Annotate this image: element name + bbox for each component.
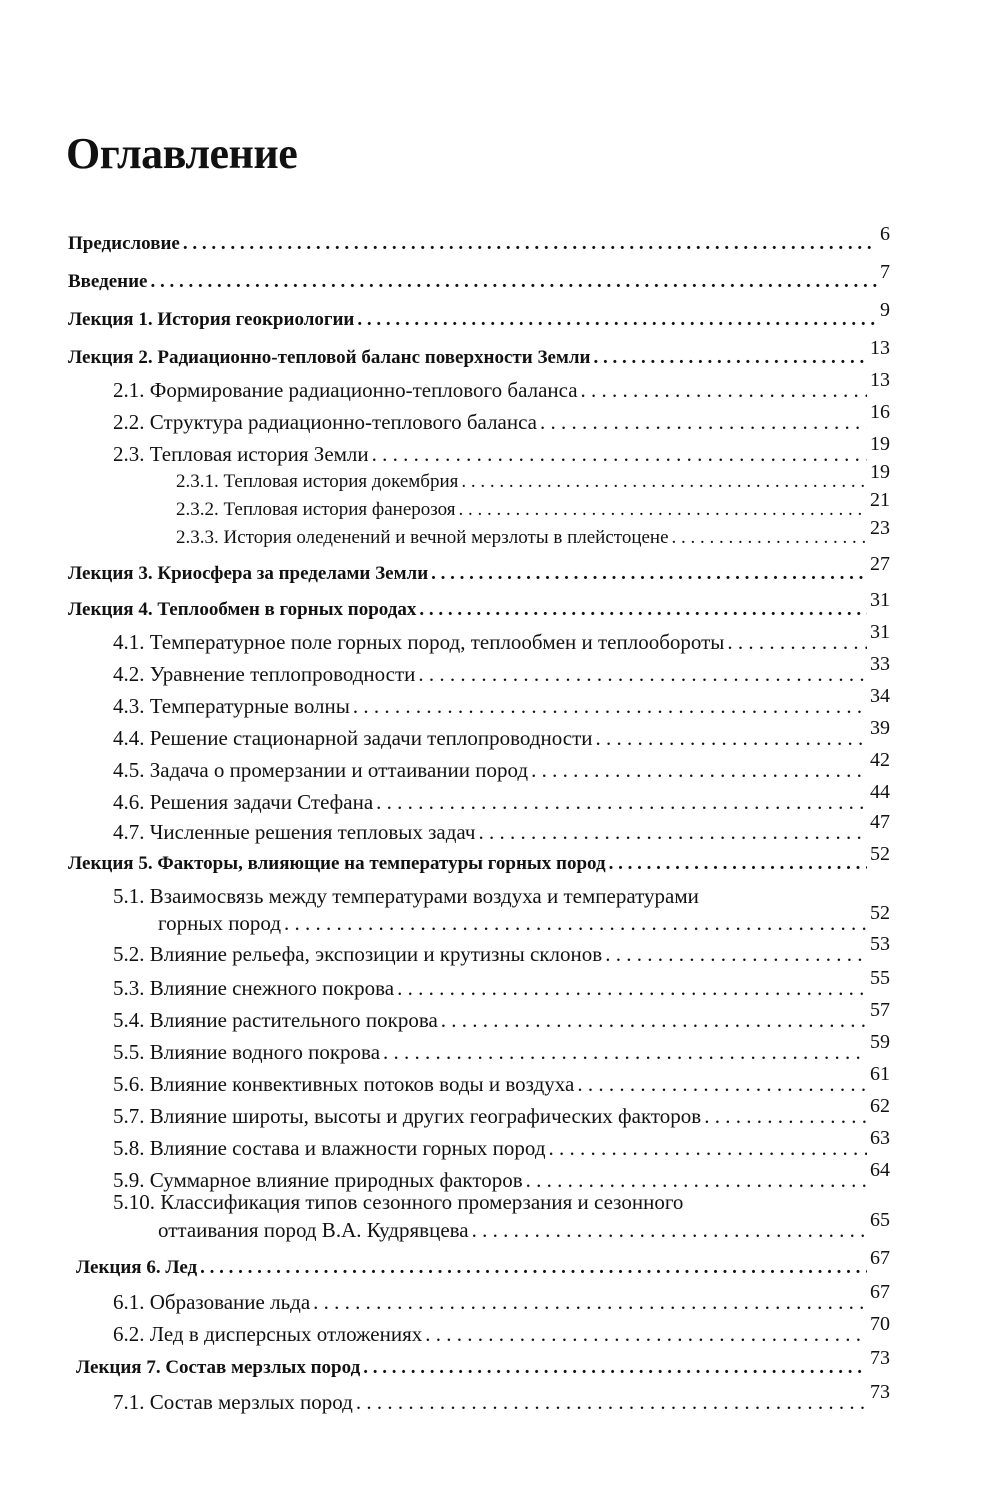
- toc-entry-page: 61: [870, 1063, 890, 1085]
- toc-entry[interactable]: [176, 517, 890, 550]
- toc-entry-page: 19: [870, 461, 890, 483]
- toc-entry-title: 2.2. Структура радиационно-теплового баланса: [113, 410, 537, 434]
- toc-entry[interactable]: [113, 1063, 890, 1096]
- toc-entry[interactable]: [68, 299, 890, 332]
- toc-entry[interactable]: [68, 589, 890, 622]
- toc-entry-page: 7: [880, 261, 890, 283]
- dot-leader: [419, 598, 867, 622]
- toc-entry-page: 27: [870, 553, 890, 575]
- toc-entry-title: Лекция 5. Факторы, влияющие на температуры горных пород: [68, 853, 606, 874]
- toc-entry-page: 57: [870, 999, 890, 1021]
- toc-entry-title: 2.3.2. Тепловая история фанерозоя: [176, 499, 456, 520]
- toc-entry-title: Лекция 7. Состав мерзлых пород: [76, 1357, 361, 1378]
- toc-entry-title: 2.3.1. Тепловая история докембрия: [176, 471, 459, 492]
- toc-entry-page: 9: [880, 299, 890, 321]
- toc-entry[interactable]: [113, 781, 890, 814]
- toc-entry-page: 6: [880, 223, 890, 245]
- toc-entry-page: 47: [870, 811, 890, 833]
- toc-entry-title: Лекция 3. Криосфера за пределами Земли: [68, 563, 429, 584]
- toc-entry[interactable]: [68, 337, 890, 370]
- toc-entry[interactable]: [113, 1313, 890, 1346]
- toc-entry-page: 63: [870, 1127, 890, 1149]
- toc-entry-page: 62: [870, 1095, 890, 1117]
- dot-leader: [151, 270, 878, 294]
- toc-entry[interactable]: [113, 967, 890, 1000]
- toc-entry-title-continued: горных пород: [158, 911, 282, 935]
- toc-entry-title: 4.5. Задача о промерзании и оттаивании пород: [113, 758, 529, 782]
- toc-entry[interactable]: [113, 401, 890, 434]
- toc-entry-page: 73: [870, 1347, 890, 1369]
- toc-entry[interactable]: [113, 999, 890, 1032]
- toc-entry[interactable]: [68, 261, 890, 294]
- toc-entry-title-continued: оттаивания пород В.А. Кудрявцева: [158, 1218, 469, 1242]
- toc-entry-page: 67: [870, 1247, 890, 1269]
- toc-entry-title: Лекция 6. Лед: [76, 1257, 198, 1278]
- toc-entry-title: 5.2. Влияние рельефа, экспозиции и крутизны склонов: [113, 942, 603, 966]
- toc-entry-page: 33: [870, 653, 890, 675]
- toc-entry-page: 13: [870, 369, 890, 391]
- toc-entry-page: 65: [870, 1209, 890, 1231]
- dot-leader: [672, 526, 867, 550]
- dot-leader: [593, 346, 867, 370]
- toc-entry-page: 34: [870, 685, 890, 707]
- toc-entry[interactable]: [113, 1281, 890, 1314]
- toc-entry[interactable]: [68, 223, 890, 256]
- toc-entry-title: 5.6. Влияние конвективных потоков воды и воздуха: [113, 1072, 575, 1096]
- toc-entry[interactable]: [68, 843, 890, 876]
- dot-leader: [581, 378, 867, 402]
- toc-entry-title: 7.1. Состав мерзлых пород: [113, 1390, 353, 1414]
- toc-entry-title: Лекция 4. Теплообмен в горных породах: [68, 599, 417, 620]
- dot-leader: [605, 942, 867, 966]
- toc-entry-title: 2.1. Формирование радиационно-теплового баланса: [113, 378, 578, 402]
- toc-entry-page: 55: [870, 967, 890, 989]
- toc-entry[interactable]: [113, 653, 890, 686]
- dot-leader: [357, 308, 877, 332]
- dot-leader: [531, 758, 867, 782]
- dot-leader: [418, 662, 867, 686]
- toc-entry-title: Введение: [68, 271, 148, 292]
- toc-entry-title: 4.2. Уравнение теплопроводности: [113, 662, 416, 686]
- toc-entry-title: 5.9. Суммарное влияние природных факторов: [113, 1168, 523, 1192]
- toc-entry[interactable]: [113, 1127, 890, 1160]
- toc-entry-title: 6.1. Образование льда: [113, 1290, 311, 1314]
- toc-entry-page: 13: [870, 337, 890, 359]
- dot-leader: [478, 820, 867, 844]
- toc-entry[interactable]: [113, 882, 890, 936]
- toc-entry-page: 19: [870, 433, 890, 455]
- toc-entry-page: 67: [870, 1281, 890, 1303]
- toc-entry-page: 44: [870, 781, 890, 803]
- dot-leader: [383, 1040, 867, 1064]
- toc-entry-page: 16: [870, 401, 890, 423]
- toc-entry-page: 31: [870, 621, 890, 643]
- toc-entry[interactable]: [113, 369, 890, 402]
- toc-entry-title: 4.1. Температурное поле горных пород, теплообмен и теплообороты: [113, 630, 725, 654]
- dot-leader: [441, 1008, 867, 1032]
- toc-entry[interactable]: [176, 489, 890, 522]
- toc-entry-title: 4.7. Численные решения тепловых задач: [113, 820, 476, 844]
- dot-leader: [540, 410, 867, 434]
- toc-entry-page: 23: [870, 517, 890, 539]
- toc-entry[interactable]: [113, 811, 890, 844]
- toc-entry-title: 4.4. Решение стационарной задачи теплопроводности: [113, 726, 593, 750]
- dot-leader: [461, 470, 867, 494]
- dot-leader: [425, 1322, 867, 1346]
- toc-entry-page: 53: [870, 933, 890, 955]
- toc-entry-title: Лекция 1. История геокриологии: [68, 309, 355, 330]
- toc-entry-title: 5.5. Влияние водного покрова: [113, 1040, 381, 1064]
- toc-entry-title: Предисловие: [68, 233, 180, 254]
- dot-leader: [549, 1136, 868, 1160]
- toc-entry-title: 2.3. Тепловая история Земли: [113, 442, 369, 466]
- dot-leader: [356, 1390, 867, 1414]
- toc-entry-page: 64: [870, 1159, 890, 1181]
- toc-entry[interactable]: [113, 1031, 890, 1064]
- toc-entry-page: 70: [870, 1313, 890, 1335]
- dot-leader: [200, 1256, 867, 1280]
- dot-leader: [431, 562, 867, 586]
- dot-leader: [372, 442, 867, 466]
- toc-entry-title: 4.6. Решения задачи Стефана: [113, 790, 374, 814]
- dot-leader: [376, 790, 867, 814]
- toc-entry[interactable]: [76, 1347, 890, 1380]
- toc-entry-title: 5.1. Взаимосвязь между температурами воздуха и температурами: [113, 884, 699, 908]
- toc-entry-title: 5.8. Влияние состава и влажности горных пород: [113, 1136, 546, 1160]
- dot-leader: [353, 694, 867, 718]
- toc-entry[interactable]: [176, 461, 890, 494]
- toc-entry-title: 5.7. Влияние широты, высоты и других географических факторов: [113, 1104, 702, 1128]
- dot-leader: [284, 910, 867, 936]
- toc-entry-title: 5.3. Влияние снежного покрова: [113, 976, 395, 1000]
- toc-entry-page: 31: [870, 589, 890, 611]
- dot-leader: [313, 1290, 867, 1314]
- dot-leader: [577, 1072, 867, 1096]
- dot-leader: [397, 976, 867, 1000]
- dot-leader: [183, 232, 877, 256]
- dot-leader: [704, 1104, 867, 1128]
- dot-leader: [472, 1216, 867, 1244]
- toc-entry[interactable]: [113, 1381, 890, 1414]
- toc-entry-page: 59: [870, 1031, 890, 1053]
- toc-entry[interactable]: [76, 1247, 890, 1280]
- toc-entry-title: 5.10. Классификация типов сезонного промерзания и сезонного: [113, 1190, 684, 1214]
- toc-entry-title: Лекция 2. Радиационно-тепловой баланс поверхности Земли: [68, 347, 591, 368]
- toc-entry[interactable]: [113, 749, 890, 782]
- dot-leader: [363, 1356, 867, 1380]
- toc-entry-page: 39: [870, 717, 890, 739]
- toc-entry-title: 6.2. Лед в дисперсных отложениях: [113, 1322, 423, 1346]
- dot-leader: [595, 726, 867, 750]
- dot-leader: [609, 852, 867, 876]
- toc-entry-page: 73: [870, 1381, 890, 1403]
- dot-leader: [459, 498, 867, 522]
- page-title: Оглавление: [66, 129, 298, 178]
- toc-entry-page: 52: [870, 902, 890, 924]
- toc-entry[interactable]: [113, 1095, 890, 1128]
- toc-entry[interactable]: [113, 621, 890, 654]
- toc-entry[interactable]: [113, 1188, 890, 1244]
- toc-entry-title: 4.3. Температурные волны: [113, 694, 350, 718]
- toc-entry-page: 42: [870, 749, 890, 771]
- toc-entry-page: 21: [870, 489, 890, 511]
- toc-entry-page: 52: [870, 843, 890, 865]
- toc-entry[interactable]: [113, 685, 890, 718]
- toc-entry[interactable]: [68, 553, 890, 586]
- toc-entry[interactable]: [113, 933, 890, 966]
- toc-entry-title: 5.4. Влияние растительного покрова: [113, 1008, 438, 1032]
- toc-entry-title: 2.3.3. История оледенений и вечной мерзлоты в плейстоцене: [176, 527, 669, 548]
- toc-entry[interactable]: [113, 717, 890, 750]
- dot-leader: [727, 630, 867, 654]
- toc-entry[interactable]: [113, 433, 890, 466]
